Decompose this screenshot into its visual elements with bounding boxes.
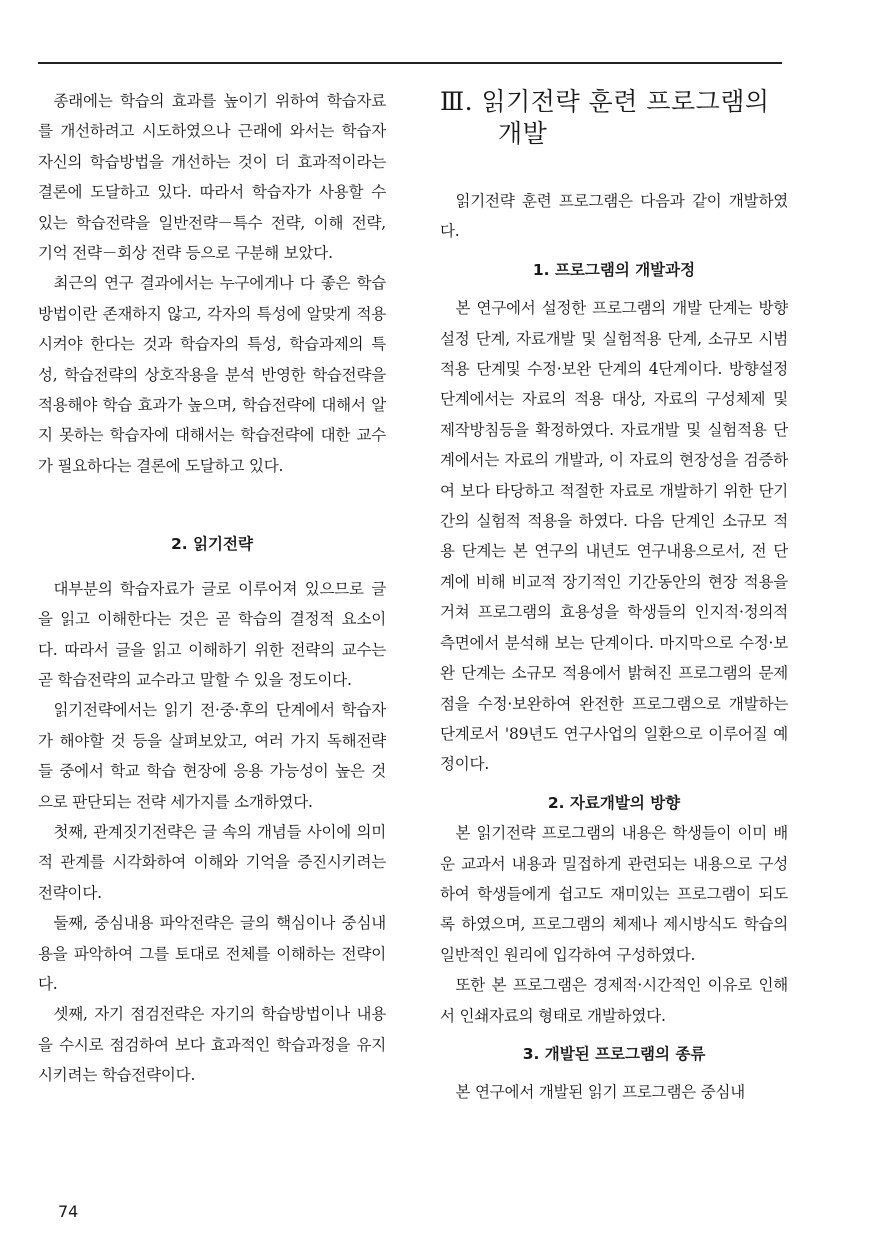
page-number: 74	[58, 1202, 79, 1221]
spacer	[440, 285, 788, 293]
heading-program-types: 3. 개발된 프로그램의 종류	[522, 1044, 706, 1063]
right-paragraph-1: 본 연구에서 설정한 프로그램의 개발 단계는 방향설정 단계, 자료개발 및 실험적용 단계, 소규모 시범 적용 단계및 수정·보완 단계의 4단계이다. 방향설정 단계에서는 자료의 적용 대상, 자료의 구성체제 및 제작방침등을 확정하였다. 자료개발 및 실험적용 단계에서는 자료의 개발과, 이 자료의 현장성을 검증하여 보다 타당하고 적절한 자료로 개발하기 위한 단기간의 실험적 적용을 하였다. 다음 단계인 소규모 적용 단계는 본 연구의 내년도 연구내용으로서, 전 단계에 비해 비교적 장기적인 기간동안의 현장 적용을 거쳐 프로그램의 효용성을 학생들의 인지적·정의적 측면에서 분석해 보는 단계이다. 마지막으로 수정·보완 단계는 소규모 적용에서 밝혀진 프로그램의 문제점을 수정·보완하여 완전한 프로그램으로 개발하는 단계로서 '89년도 연구사업의 일환으로 이루어질 예정이다.	[440, 299, 788, 774]
left-paragraph-2: 최근의 연구 결과에서는 누구에게나 다 좋은 학습방법이란 존재하지 않고, 각자의 특성에 알맞게 적용시켜야 한다는 것과 학습자의 특성, 학습과제의 특성, 학습전략의 상호작용을 분석 반영한 학습전략을 적용해야 학습 효과가 높으며, 학습전략에 대해서 알지 못하는 학습자에 대해서는 학습전략에 대한 교수가 필요하다는 결론에 도달하고 있다.	[38, 274, 386, 475]
right-paragraph-2: 본 읽기전략 프로그램의 내용은 학생들이 이미 배운 교과서 내용과 밀접하게 관련되는 내용으로 구성하여 학생들에게 쉽고도 재미있는 프로그램이 되도록 하였으며, 프로그램의 체제나 제시방식도 학습의 일반적인 원리에 입각하여 구성하였다.	[440, 824, 788, 964]
right-intro-paragraph: 읽기전략 훈련 프로그램은 다음과 같이 개발하였다.	[440, 192, 788, 241]
heading-reading-strategy: 2. 읽기전략	[171, 535, 253, 554]
left-paragraph-1: 종래에는 학습의 효과를 높이기 위하여 학습자료를 개선하려고 시도하였으나 근래에 와서는 학습자 자신의 학습방법을 개선하는 것이 더 효과적이라는 결론에 도달하고 있다. 따라서 학습자가 사용할 수 있는 학습전략을 일반전략－특수 전략, 이해 전략, 기억 전략－회상 전략 등으로 구분해 보았다.	[38, 92, 386, 263]
heading-development-direction: 2. 자료개발의 방향	[547, 793, 681, 812]
spacer	[440, 780, 788, 788]
spacer	[440, 1069, 788, 1077]
section-title: Ⅲ. 읽기전략 훈련 프로그램의 개발	[440, 87, 770, 148]
left-paragraph-7: 셋째, 자기 점검전략은 자기의 학습방법이나 내용을 수시로 점검하여 보다 효과적인 학습과정을 유지시키려는 학습전략이다.	[38, 1005, 386, 1085]
right-paragraph-3: 또한 본 프로그램은 경제적·시간적인 이유로 인해서 인쇄자료의 형태로 개발하였다.	[440, 976, 788, 1025]
left-column	[38, 86, 386, 1091]
spacer	[440, 1031, 788, 1039]
spacer	[38, 560, 386, 574]
left-paragraph-6: 둘째, 중심내용 파악전략은 글의 핵심이나 중심내용을 파악하여 그를 토대로 전체를 이해하는 전략이다.	[38, 914, 386, 993]
top-rule	[38, 62, 782, 64]
spacer	[440, 247, 788, 255]
right-paragraph-4: 본 연구에서 개발된 읽기 프로그램은 중심내	[455, 1083, 746, 1102]
heading-development-process: 1. 프로그램의 개발과정	[532, 260, 696, 279]
left-paragraph-5: 첫째, 관계짓기전략은 글 속의 개념들 사이에 의미적 관계를 시각화하여 이해와 기억을 증진시키려는 전략이다.	[38, 822, 386, 902]
left-paragraph-4: 읽기전략에서는 읽기 전·중·후의 단계에서 학습자가 해야할 것 등을 살펴보았고, 여러 가지 독해전략들 중에서 학교 학습 현장에 응용 가능성이 높은 것으로 판단되는 전략 세가지를 소개하였다.	[38, 701, 386, 811]
right-column	[440, 86, 788, 1108]
left-paragraph-3: 대부분의 학습자료가 글로 이루어져 있으므로 글을 읽고 이해한다는 것은 곧 학습의 결정적 요소이다. 따라서 글을 읽고 이해하기 위한 전략의 교수는 곧 학습전략의 교수라고 말할 수 있을 정도이다.	[38, 579, 386, 689]
spacer	[38, 481, 386, 529]
